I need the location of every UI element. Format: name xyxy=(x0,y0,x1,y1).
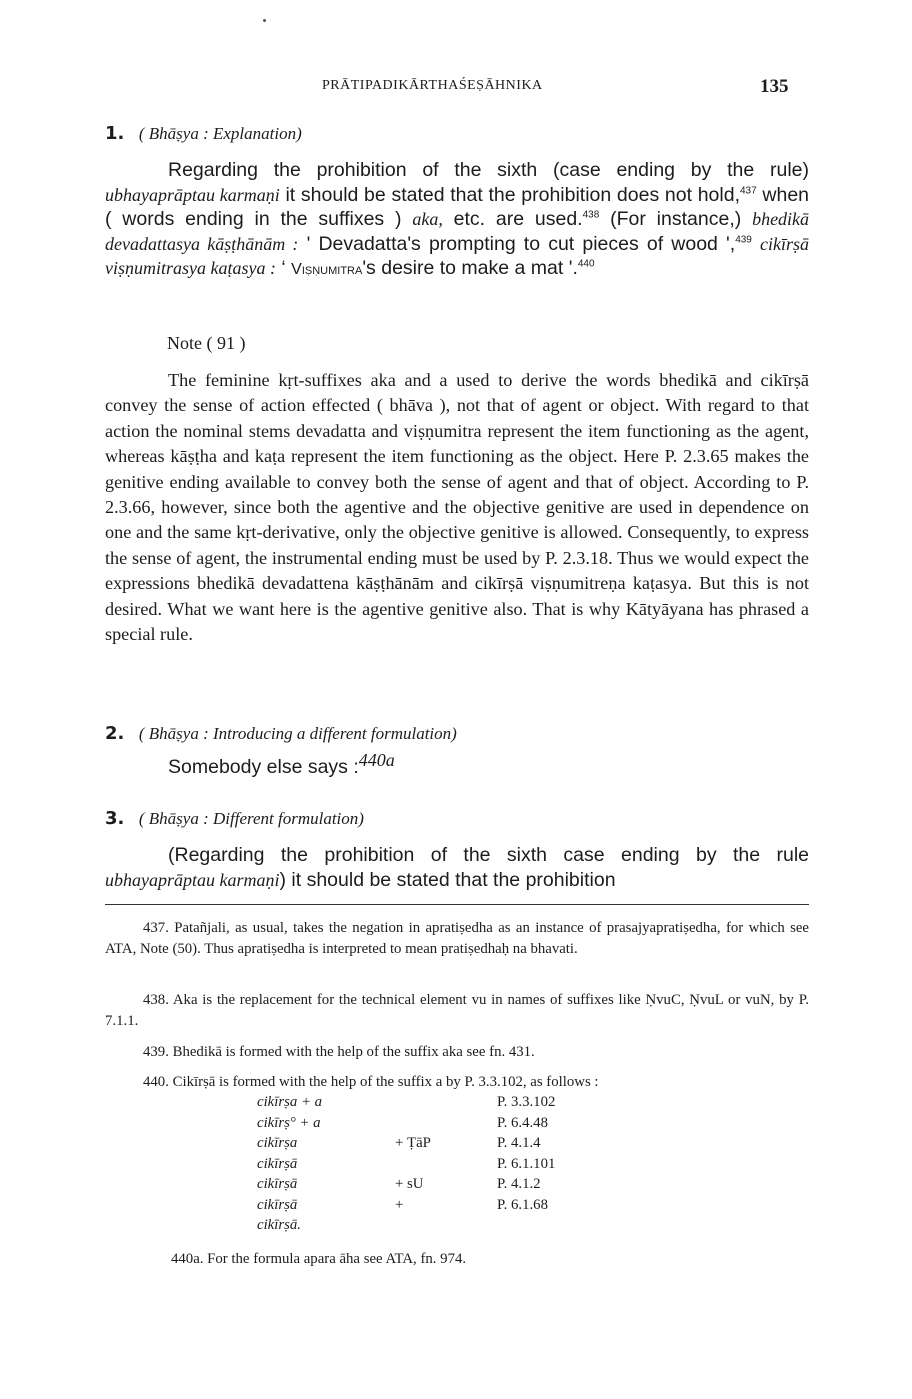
s3-rule: ubhayaprāptau karmaṇi xyxy=(105,869,280,890)
footnote-439: 439. Bhedikā is formed with the help of the suffix aka see fn. 431. xyxy=(143,1044,535,1060)
section-3-text xyxy=(105,843,809,892)
s1-aka: aka, xyxy=(412,209,443,229)
s1-text-c: when ( words ending in the suffixes ) xyxy=(105,183,810,230)
footnote-440a: 440a. For the formula apara āha see ATA, fn. 974. xyxy=(171,1251,467,1267)
s1-text-a: Regarding the prohibition of the sixth (case ending by the rule) xyxy=(168,159,809,181)
s1-text-f: ' Devadatta's prompting to cut pieces of wood ', xyxy=(306,232,736,255)
s1-example-1: bhedikā devadattasya kāṣṭhānām : xyxy=(105,209,810,254)
fn-ref-438: 438 xyxy=(582,209,600,221)
page-number: 135 xyxy=(760,76,789,97)
section-1-number: 1. xyxy=(105,123,125,144)
running-header: PRĀTIPADIKĀRTHAŚEṢĀHNIKA xyxy=(322,78,543,93)
section-3-number: 3. xyxy=(105,808,125,829)
section-2-number: 2. xyxy=(105,723,125,744)
s1-example-2: cikīrṣā viṣṇumitrasya kaṭasya : xyxy=(105,233,810,278)
section-2-label: ( Bhāṣya : Introducing a different formulation) xyxy=(138,724,457,743)
fn-ref-440: 440 xyxy=(577,258,595,270)
note-text: The feminine kṛt-suffixes aka and a used to derive the words bhedikā and cikīrṣā convey the sense of action effected ( bhāva ), not that of agent or object. With regard to that action the nominal stems devadatta and viṣṇumitra represent the item functioning as the agent, whereas kāṣṭha and kaṭa represent the item functioning as the object. Here P. 2.3.65 makes the genitive ending available to convey both the sense of agent and that of object. According to P. 2.3.66, however, since both the agentive and the objective genitive are used in dependence on one and the same kṛt-derivative, only the objective genitive is allowed. Consequently, to express the sense of agent, the instrumental ending must be used by P. 2.3.18. Thus we would expect the expressions bhedikā devadattena kāṣṭhānām and cikīrṣā viṣṇumitreṇa kaṭasya. But this is not desired. What we want here is the agentive genitive also. That is why Kātyāyana has phrased a special rule. xyxy=(105,370,809,645)
section-1-label: ( Bhāṣya : Explanation) xyxy=(138,124,302,143)
s1-text-d: etc. are used. xyxy=(453,208,583,230)
footnote-440: 440. Cikīrṣā is formed with the help of the suffix a by P. 3.3.102, as follows : xyxy=(143,1074,599,1090)
s3-text-b: ) it should be stated that the prohibition xyxy=(279,868,616,891)
footnote-438: 438. Aka is the replacement for the technical element vu in names of suffixes like ṆvuC, ṆvuL or vuN, by P. 7.1.1. xyxy=(105,992,809,1029)
section-1-text: Regarding the prohibition of the sixth (case ending by the rule) ubhayaprāptau karmaṇi it should be stated that the prohibition does not hold,$^{437}$ when ( words ending in the suffixes ) aka, etc. are used.$^{438}$ (For instance,) bhedikā devadattasya kāṣṭhānām : ' Devadatta's prompting to cut pieces of wood ',$^{439}$ cikīrṣā viṣṇumitrasya kaṭasya : ‘ Viṣṇumitra's desire to make a mat '.$^{440}$ xyxy=(105,159,810,279)
section-1-heading xyxy=(105,123,302,144)
footnote-437: 437. Patañjali, as usual, takes the negation in apratiṣedha as an instance of prasajyapratiṣedha, for which see ATA, Note (50). Thus apratiṣedha is interpreted to mean pratiṣedhaḥ na bhavati. xyxy=(105,920,809,957)
section-2-heading xyxy=(105,723,457,744)
footnote-divider xyxy=(105,904,809,905)
s1-text-g: 's desire to make a mat '. xyxy=(362,257,578,279)
fn-ref-437: 437 xyxy=(740,185,757,196)
s1-text-e: (For instance,) xyxy=(610,208,742,230)
fn-ref-439: 439 xyxy=(735,234,752,245)
note-title: Note ( 91 ) xyxy=(167,333,246,353)
section-3-heading xyxy=(105,808,364,829)
section-2-text xyxy=(168,749,395,780)
scan-speck xyxy=(263,19,266,22)
note-body xyxy=(105,368,809,647)
s2-text: Somebody else says : xyxy=(168,756,359,778)
s1-name: Viṣṇumitra xyxy=(291,261,363,278)
s1-rule: ubhayaprāptau karmaṇi xyxy=(105,184,280,205)
section-3-label: ( Bhāṣya : Different formulation) xyxy=(138,809,364,828)
s1-text-b: it should be stated that the prohibition does not hold, xyxy=(285,183,740,206)
s3-text-a: (Regarding the prohibition of the sixth case ending by the rule xyxy=(168,844,809,866)
fn-ref-440a: 440a xyxy=(358,749,395,770)
